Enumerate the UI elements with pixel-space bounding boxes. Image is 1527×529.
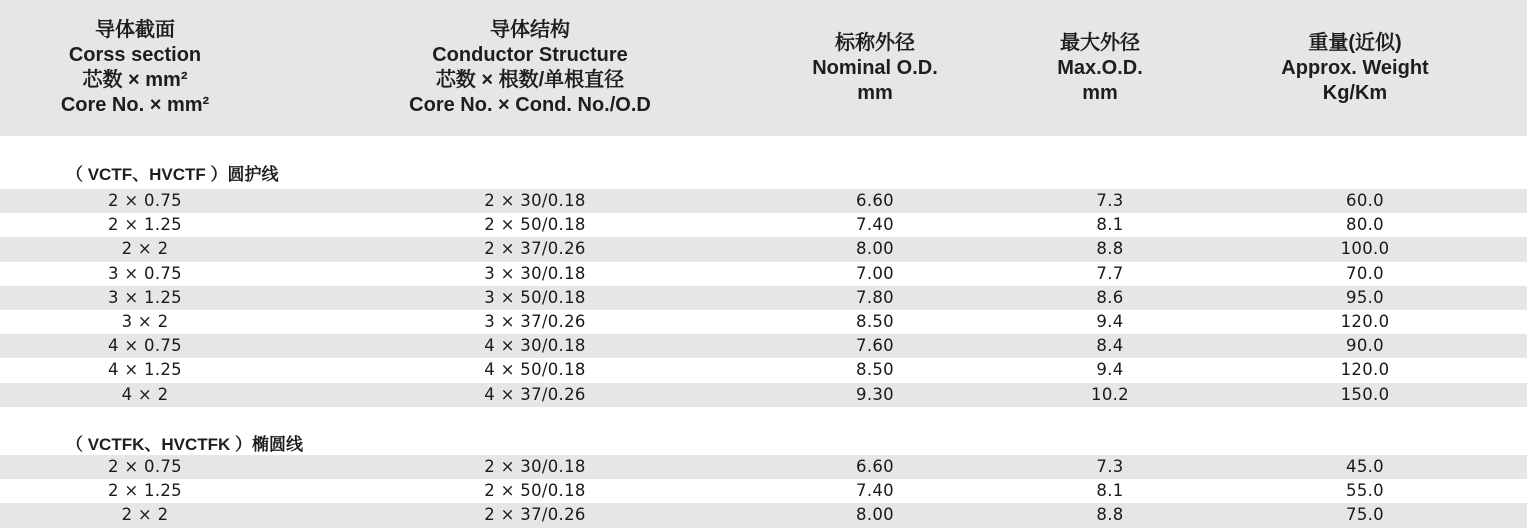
cell-nominal-od: 7.40 (856, 215, 894, 235)
cell-approx-weight: 95.0 (1346, 287, 1384, 307)
cell-max-od: 8.4 (1096, 336, 1124, 356)
cell-max-od: 8.6 (1096, 287, 1124, 307)
cell-approx-weight: 90.0 (1346, 336, 1384, 356)
cell-cross-section: 4 × 1.25 (108, 360, 182, 380)
table-row (0, 189, 1527, 213)
cell-max-od: 7.3 (1096, 191, 1124, 210)
table-row (0, 334, 1527, 358)
cell-approx-weight: 120.0 (1340, 360, 1390, 380)
cell-conductor-structure: 2 × 37/0.26 (484, 239, 586, 259)
cell-max-od: 8.1 (1096, 215, 1124, 235)
cell-conductor-structure: 2 × 50/0.18 (484, 481, 586, 501)
cell-approx-weight: 150.0 (1340, 384, 1390, 404)
header-text: Nominal O.D. (812, 56, 938, 79)
table-row (0, 455, 1527, 479)
header-text: 芯数 × 根数/单根直径 (435, 69, 625, 91)
header-nominal-od (765, 0, 985, 136)
cell-cross-section: 2 × 1.25 (108, 215, 182, 235)
header-text: mm (1082, 81, 1118, 104)
cell-nominal-od: 8.00 (856, 505, 894, 525)
cell-approx-weight: 45.0 (1346, 457, 1384, 476)
header-text: Max.O.D. (1057, 56, 1143, 79)
cell-conductor-structure: 2 × 50/0.18 (484, 215, 586, 235)
cell-conductor-structure: 3 × 50/0.18 (484, 287, 586, 307)
cell-approx-weight: 120.0 (1340, 311, 1390, 331)
table-row (0, 213, 1527, 237)
header-text: Core No. × Cond. No./O.D (409, 94, 651, 116)
cell-nominal-od: 7.80 (856, 287, 894, 307)
cell-max-od: 7.7 (1096, 263, 1124, 283)
table-row (0, 237, 1527, 261)
section-title-oval: （ VCTFK、HVCTFK ）椭圆线 (66, 435, 304, 454)
cell-nominal-od: 8.00 (856, 239, 894, 259)
cell-nominal-od: 9.30 (856, 384, 894, 404)
section-title-round-sheath: （ VCTF、HVCTF ）圆护线 (66, 165, 279, 184)
cell-approx-weight: 100.0 (1340, 239, 1390, 259)
cell-max-od: 8.8 (1096, 505, 1124, 525)
cell-nominal-od: 6.60 (856, 457, 894, 476)
table-row (0, 286, 1527, 310)
cell-cross-section: 2 × 1.25 (108, 481, 182, 501)
header-text: 芯数 × mm² (82, 69, 188, 91)
cell-nominal-od: 7.40 (856, 481, 894, 501)
cell-conductor-structure: 3 × 37/0.26 (484, 311, 586, 331)
cell-cross-section: 2 × 2 (121, 239, 169, 259)
cell-cross-section: 3 × 2 (121, 311, 169, 331)
cell-conductor-structure: 2 × 30/0.18 (484, 457, 586, 476)
header-text: 标称外径 (835, 31, 915, 54)
cell-cross-section: 2 × 0.75 (108, 457, 182, 476)
cell-approx-weight: 60.0 (1346, 191, 1384, 210)
cell-cross-section: 2 × 2 (121, 505, 169, 525)
header-text: 导体截面 (95, 19, 175, 41)
header-text: Kg/Km (1322, 81, 1388, 104)
section-rows-round-sheath (0, 189, 1527, 407)
cell-cross-section: 4 × 0.75 (108, 336, 182, 356)
header-text: 重量(近似) (1308, 31, 1402, 54)
header-max-od (990, 0, 1210, 136)
header-approx-weight (1245, 0, 1465, 136)
header-text: Conductor Structure (432, 44, 628, 66)
table-row (0, 479, 1527, 503)
table-row (0, 358, 1527, 382)
cell-nominal-od: 8.50 (856, 311, 894, 331)
cell-conductor-structure: 2 × 30/0.18 (484, 191, 586, 210)
cell-max-od: 10.2 (1091, 384, 1129, 404)
header-text: Corss section (68, 44, 202, 66)
cell-approx-weight: 70.0 (1346, 263, 1384, 283)
cell-max-od: 7.3 (1096, 457, 1124, 476)
section-rows-oval (0, 455, 1527, 528)
cell-approx-weight: 75.0 (1346, 505, 1384, 525)
header-cross-section (20, 0, 250, 136)
header-text: 最大外径 (1060, 31, 1140, 54)
cell-max-od: 9.4 (1096, 311, 1124, 331)
cell-conductor-structure: 4 × 30/0.18 (484, 336, 586, 356)
cell-cross-section: 3 × 1.25 (108, 287, 182, 307)
table-row (0, 383, 1527, 407)
header-text: mm (857, 81, 893, 104)
cell-nominal-od: 8.50 (856, 360, 894, 380)
cell-nominal-od: 7.00 (856, 263, 894, 283)
cell-conductor-structure: 4 × 50/0.18 (484, 360, 586, 380)
cell-nominal-od: 7.60 (856, 336, 894, 356)
cell-approx-weight: 80.0 (1346, 215, 1384, 235)
cell-cross-section: 4 × 2 (121, 384, 169, 404)
cell-max-od: 8.8 (1096, 239, 1124, 259)
header-text: Core No. × mm² (60, 94, 210, 116)
cell-conductor-structure: 2 × 37/0.26 (484, 505, 586, 525)
table-row (0, 503, 1527, 527)
cell-conductor-structure: 3 × 30/0.18 (484, 263, 586, 283)
header-text: Approx. Weight (1281, 56, 1429, 79)
table-row (0, 262, 1527, 286)
table-header (0, 0, 1527, 136)
cell-nominal-od: 6.60 (856, 191, 894, 210)
cell-approx-weight: 55.0 (1346, 481, 1384, 501)
cell-max-od: 8.1 (1096, 481, 1124, 501)
cell-cross-section: 2 × 0.75 (108, 191, 182, 210)
header-text: 导体结构 (490, 19, 570, 41)
header-conductor-structure (370, 0, 690, 136)
cell-max-od: 9.4 (1096, 360, 1124, 380)
table-row (0, 310, 1527, 334)
cell-conductor-structure: 4 × 37/0.26 (484, 384, 586, 404)
cell-cross-section: 3 × 0.75 (108, 263, 182, 283)
